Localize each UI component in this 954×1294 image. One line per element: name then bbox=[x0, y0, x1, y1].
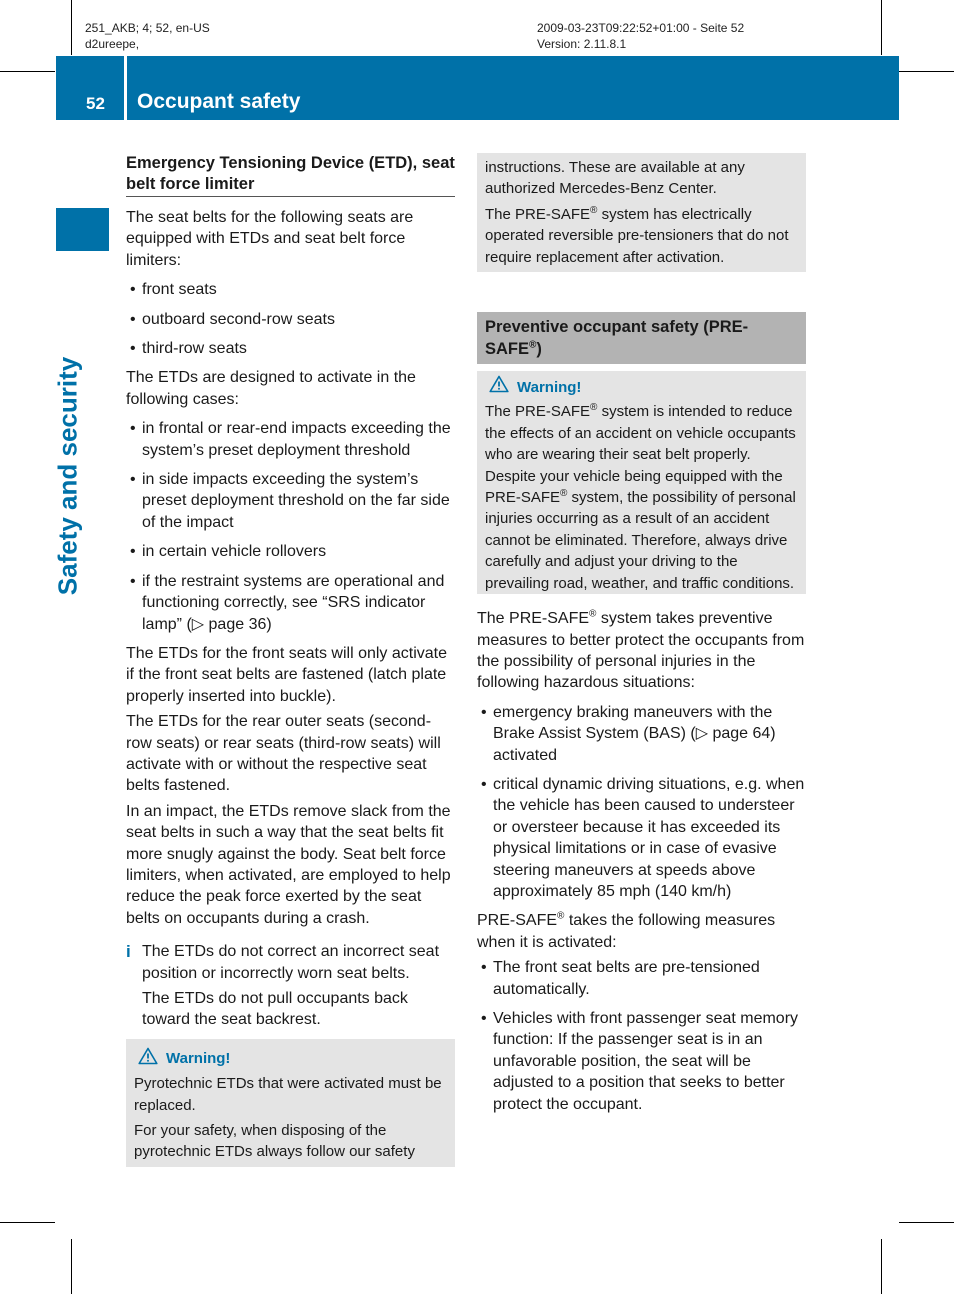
list-item: • The front seat belts are pre-tensioned automatically. bbox=[477, 957, 806, 1000]
heading-text: Preventive occupant safety (PRE-SAFE bbox=[485, 318, 749, 359]
registered-mark: ® bbox=[590, 402, 598, 414]
print-meta-line: Version: 2.11.8.1 bbox=[537, 37, 627, 51]
page-number: 52 bbox=[86, 94, 105, 113]
left-column bbox=[126, 153, 455, 1167]
paragraph: In an impact, the ETDs remove slack from the seat belts in such a way that the seat belts fit more snugly against the body. Seat belt force limiters, when activated, are employed to help reduce the peak force exerted by the seat belts on occupants during a crash. bbox=[126, 802, 451, 927]
print-meta-line: d2ureepe, bbox=[85, 37, 140, 51]
warning-text: Pyrotechnic ETDs that were activated must be replaced. bbox=[134, 1075, 442, 1114]
section-title: Occupant safety bbox=[137, 90, 301, 113]
warning-text bbox=[485, 204, 798, 268]
list-item: • in side impacts exceeding the system’s preset deployment threshold on the far side of the impact bbox=[126, 469, 455, 533]
crop-mark bbox=[71, 1239, 72, 1294]
info-note bbox=[126, 941, 455, 984]
list-item: • if the restraint systems are operational and functioning correctly, see “SRS indicator lamp” (▷ page 36) bbox=[126, 571, 455, 635]
text-span: system, the possibility of personal injuries occurring as a result of an accident cannot be eliminated. Therefore, always drive carefully and adjust your driving to the prevailing road, weather, and traffic conditions. bbox=[485, 489, 796, 592]
chapter-label: Safety and security bbox=[52, 356, 83, 596]
print-meta-line: 2009-03-23T09:22:52+01:00 - Seite 52 bbox=[537, 21, 745, 35]
warning-title-text: Warning! bbox=[517, 378, 582, 396]
info-icon: i bbox=[126, 942, 131, 962]
warning-triangle-icon bbox=[138, 1047, 160, 1071]
registered-mark: ® bbox=[529, 339, 537, 351]
paragraph: The seat belts for the following seats are equipped with ETDs and seat belt force limiters: bbox=[126, 209, 414, 269]
header-divider bbox=[124, 56, 127, 120]
paragraph bbox=[477, 608, 806, 694]
text-span: system is intended to reduce the effects of an accident on vehicle occupants who are wearing their seat belt properly. Despite your vehicle being equipped with the PRE-SAFE bbox=[485, 403, 796, 507]
print-meta-line: 251_AKB; 4; 52, en-US bbox=[85, 21, 210, 35]
list-item: • outboard second-row seats bbox=[126, 309, 455, 330]
print-meta-left bbox=[85, 20, 210, 52]
side-tab-marker bbox=[56, 208, 109, 251]
crop-mark bbox=[71, 0, 72, 55]
list-item: • third-row seats bbox=[126, 338, 455, 359]
list-item: • in certain vehicle rollovers bbox=[126, 541, 455, 562]
crop-mark bbox=[881, 1239, 882, 1294]
text-span: The PRE-SAFE bbox=[485, 205, 591, 223]
list-item: • in frontal or rear-end impacts exceeding the system’s preset deployment threshold bbox=[126, 418, 455, 461]
paragraph: The ETDs for the rear outer seats (second-row seats) or rear seats (third-row seats) will activate with or without the respective seat belts fastened. bbox=[126, 713, 441, 795]
warning-title bbox=[134, 1047, 447, 1071]
text-span: The PRE-SAFE bbox=[485, 403, 591, 421]
list-item: • critical dynamic driving situations, e.g. when the vehicle has been caused to understeer or oversteer because it has exceeded its physical limitations or in case of evasive steering maneuvers at speeds above approximately 85 mph (140 km/h) bbox=[477, 774, 806, 902]
list-item: • front seats bbox=[126, 279, 455, 300]
etd-heading: Emergency Tensioning Device (ETD), seat belt force limiter bbox=[126, 153, 455, 197]
registered-mark: ® bbox=[589, 608, 597, 620]
list-item: • emergency braking maneuvers with the Brake Assist System (BAS) (▷ page 64) activated bbox=[477, 702, 806, 766]
text-span: takes the following measures when it is activated: bbox=[477, 912, 776, 951]
crop-mark bbox=[881, 0, 882, 55]
warning-box bbox=[477, 371, 806, 594]
crop-mark bbox=[0, 1222, 55, 1223]
crop-mark bbox=[899, 1222, 954, 1223]
presafe-heading bbox=[477, 312, 806, 364]
warning-triangle-icon bbox=[489, 375, 511, 399]
crop-mark bbox=[0, 71, 55, 72]
heading-text: ) bbox=[536, 340, 542, 359]
paragraph: The ETDs for the front seats will only activate if the front seat belts are fastened (latch plate properly inserted into buckle). bbox=[126, 644, 448, 705]
text-span: The PRE-SAFE bbox=[477, 610, 590, 628]
registered-mark: ® bbox=[560, 488, 568, 500]
warning-box bbox=[126, 1039, 455, 1167]
crop-mark bbox=[899, 71, 954, 72]
note-text: The ETDs do not correct an incorrect seat position or incorrectly worn seat belts. bbox=[142, 943, 440, 982]
paragraph bbox=[477, 910, 806, 953]
right-column bbox=[477, 153, 806, 1123]
print-meta-right bbox=[537, 20, 744, 52]
warning-text: For your safety, when disposing of the pyrotechnic ETDs always follow our safety bbox=[134, 1122, 415, 1161]
registered-mark: ® bbox=[590, 204, 598, 216]
text-span: system has electrically operated reversible pre-tensioners that do not require replacement after activation. bbox=[485, 205, 789, 266]
text-span: PRE-SAFE bbox=[477, 912, 558, 930]
paragraph: The ETDs are designed to activate in the following cases: bbox=[126, 369, 416, 408]
warning-title-text: Warning! bbox=[166, 1050, 231, 1068]
list-item: • Vehicles with front passenger seat memory function: If the passenger seat is in an unfavorable position, the seat will be adjusted to a position that seeks to better protect the occupant. bbox=[477, 1008, 806, 1115]
warning-title bbox=[485, 375, 798, 399]
warning-box-continued bbox=[477, 153, 806, 272]
registered-mark: ® bbox=[557, 911, 565, 923]
warning-text: instructions. These are available at any authorized Mercedes-Benz Center. bbox=[485, 159, 745, 198]
warning-text bbox=[485, 401, 798, 594]
note-text: The ETDs do not pull occupants back toward the seat backrest. bbox=[142, 990, 408, 1029]
text-span: system takes preventive measures to better protect the occupants from the possibility of personal injuries in the following hazardous situations: bbox=[477, 610, 805, 692]
